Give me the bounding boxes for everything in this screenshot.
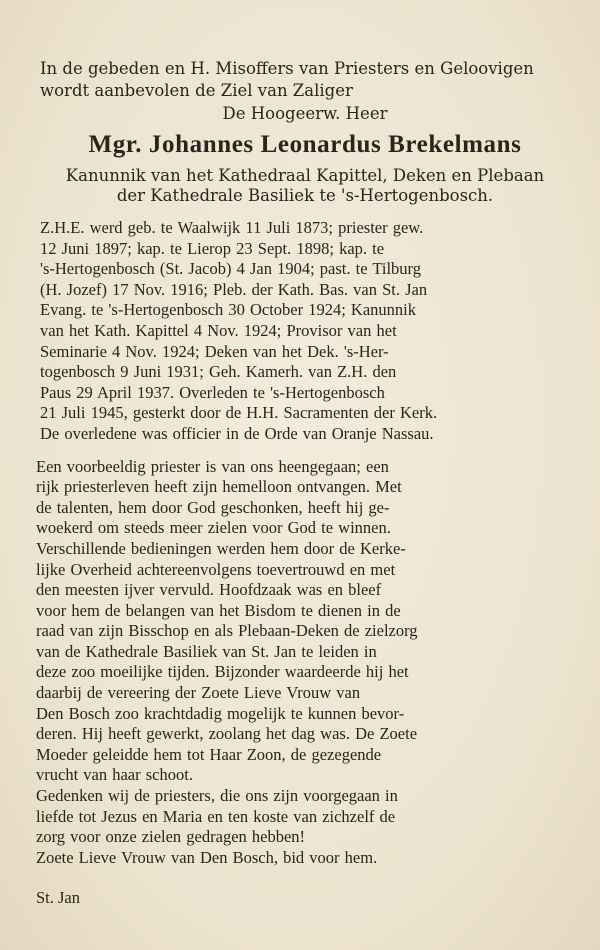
eulogy-line: voor hem de belangen van het Bisdom te dienen in de [36, 600, 401, 620]
eulogy-line: den meesten ijver vervuld. Hoofdzaak was en bleef [36, 580, 382, 600]
eulogy-line: lijke Overheid achtereenvolgens toevertrouwd en met [36, 559, 396, 579]
eulogy [36, 457, 574, 869]
prayer-line: liefde tot Jezus en Maria en ten koste van zichzelf de [36, 806, 396, 826]
eulogy-line: Een voorbeeldig priester is van ons heengegaan; een [36, 456, 389, 476]
prayer-line: zorg voor onze zielen gedragen hebben! [36, 827, 306, 847]
bio-line: 12 Juni 1897; kap. te Lierop 23 Sept. 1898; kap. te [40, 238, 385, 258]
bio-line: Paus 29 April 1937. Overleden te 's-Hertogenbosch [40, 382, 385, 402]
eulogy-line: rijk priesterleven heeft zijn hemelloon ontvangen. Met [36, 477, 402, 497]
honorific: De Hoogeerw. Heer [222, 104, 388, 123]
eulogy-line: deze zoo moeilijke tijden. Bijzonder waardeerde hij het [36, 662, 409, 682]
title-line: Kanunnik van het Kathedraal Kapittel, Deken en Plebaan [65, 166, 545, 185]
eulogy-line: daarbij de vereering der Zoete Lieve Vrouw van [36, 683, 361, 703]
eulogy-line: de talenten, hem door God geschonken, heeft hij ge- [36, 497, 390, 517]
eulogy-line: Den Bosch zoo krachtdadig mogelijk te kunnen bevor- [36, 703, 405, 723]
intro-line: wordt aanbevolen de Ziel van Zaliger [40, 81, 353, 100]
bio-line: (H. Jozef) 17 Nov. 1916; Pleb. der Kath. Bas. van St. Jan [40, 279, 428, 299]
bio-line: Evang. te 's-Hertogenbosch 30 October 1924; Kanunnik [40, 300, 417, 320]
bio-line: De overledene was officier in de Orde van Oranje Nassau. [40, 423, 434, 443]
bio-line: togenbosch 9 Juni 1931; Geh. Kamerh. van Z.H. den [40, 362, 397, 382]
bio-line: Z.H.E. werd geb. te Waalwijk 11 Juli 1873; priester gew. [40, 218, 424, 237]
deceased-name: Mgr. Johannes Leonardus Brekelmans [88, 131, 522, 158]
bio-line: 21 Juli 1945, gesterkt door de H.H. Sacramenten der Kerk. [40, 403, 438, 423]
eulogy-line: vrucht van haar schoot. [36, 765, 193, 785]
intro-text [40, 58, 574, 102]
eulogy-line: deren. Hij heeft gewerkt, zoolang het dag was. De Zoete [36, 724, 418, 744]
title-line: der Kathedrale Basiliek te 's-Hertogenbosch. [116, 186, 494, 205]
eulogy-line: raad van zijn Bisschop en als Plebaan-Deken de zielzorg [36, 621, 418, 641]
eulogy-line: Verschillende bedieningen werden hem door de Kerke- [36, 538, 406, 558]
invocation-line: Zoete Lieve Vrouw van Den Bosch, bid voor hem. [36, 847, 378, 867]
prayer-line: Gedenken wij de priesters, die ons zijn voorgegaan in [36, 786, 398, 806]
bio-line: van het Kath. Kapittel 4 Nov. 1924; Provisor van het [40, 320, 397, 340]
intro-line: In de gebeden en H. Misoffers van Priesters en Geloovigen [40, 59, 534, 78]
signature: St. Jan [36, 888, 81, 908]
eulogy-line: woekerd om steeds meer zielen voor God te winnen. [36, 518, 391, 538]
bio-line: Seminarie 4 Nov. 1924; Deken van het Dek. 's-Her- [40, 341, 389, 361]
eulogy-line: Moeder geleidde hem tot Haar Zoon, de gezegende [36, 744, 382, 764]
biography [40, 218, 574, 445]
bio-line: 's-Hertogenbosch (St. Jacob) 4 Jan 1904; past. te Tilburg [40, 259, 421, 279]
eulogy-line: van de Kathedrale Basiliek van St. Jan te leiden in [36, 641, 377, 661]
